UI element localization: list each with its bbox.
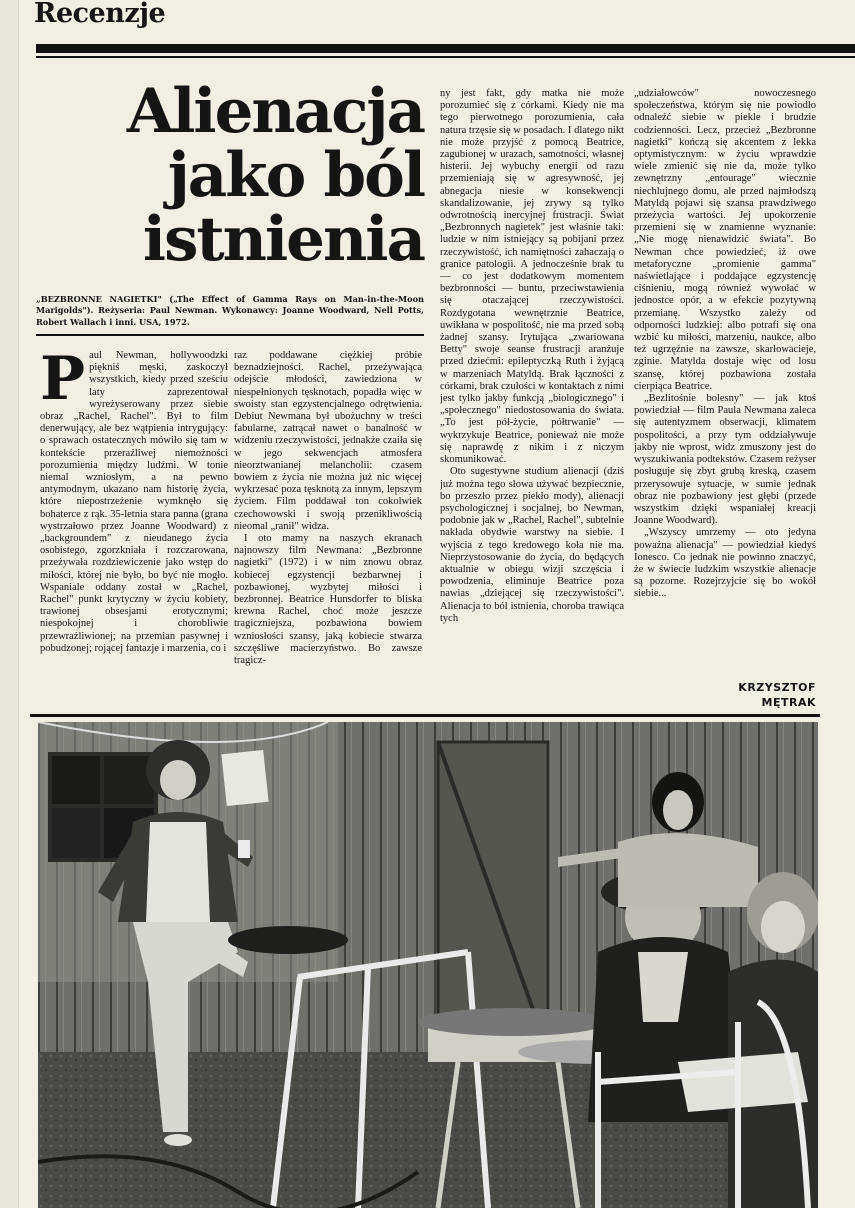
article-column-3 — [440, 88, 624, 708]
page-edge — [0, 0, 19, 1208]
hanging-cloth — [221, 750, 268, 806]
article-column-1 — [40, 350, 228, 706]
film-still-illustration — [38, 722, 818, 1208]
paragraph: „udziałowców" nowoczesnego społeczeństwa, którym się nie powiodło odnaleźć siebie w piekle i brudzie codzienności. Lecz, przecież „Bezbronne nagietki" kończą się akcentem z lekka optymistycznym: w życiu wprawdzie wiele zmienić się nie da, może tylko zewnętrzny „entourage" wiecznie niechlujnego domu, ale przed najmłodszą Matyldą pojawi się szansa prawdziwego przeżycia wartości. Jej upokorzenie przemieni się w znamienne wyznanie: „Nie mogę nienawidzić świata". Bo Newman chce powiedzieć, iż owe metaforyczne „promienie gamma" naświetlające i poddające egzystencję ciśnieniu, mogą również wywołać w jednostce opór, a w efekcie pozytywną przemianę. Wszystko zależy od odporności ludzkiej: albo potrafi się ona wzbić ku miłości, marzeniu, naukce, albo też ugrzęźnie na zawsze, skarłowacieje, zginie. Matylda dostaje więc od losu szansę, której pozbawiona została cierpiąca Beatrice. — [634, 88, 816, 392]
header-rule — [36, 44, 855, 53]
article-column-4 — [634, 88, 816, 673]
barn-door — [438, 742, 548, 1052]
photo-top-rule — [30, 714, 820, 717]
paragraph: raz poddawane ciężkiej próbie beznadziejności. Rachel, przeżywająca odejście młodości, zawiedziona w niespełnionych tęsknotach, popadła więc w swoisty stan egzystencjalnego odrętwienia. Debiut Newmana był ubożuchny w treści fabularne, zatrącał nawet o banalność w widzeniu rzeczywistości, jednakże czaiła się w jego sekwencjach atmosfera nieorztwanianej melancholii: czasem bowiem z życia nie można już nic więcej wykrzesać poza tęsknotą za innym, lepszym życiem. Film poddawał ton cokolwiek czechowowski i swoją przenikliwością nieomal „ranił" widza. — [234, 350, 422, 532]
header-rule-thin — [36, 56, 855, 58]
paragraph: I oto mamy na naszych ekranach najnowszy film Newmana: „Bezbronne nagietki" (1972) i w nim znowu obraz kobiecej egzystencji bezbarwnej i pozbawionej, wyzbytej miłości i bezbronnej. Beatrice Hunsdorfer to bliska krewna Rachel, choć może jeszcze tragiczniejsza, pozbawiona bowiem wzniosłości szansy, jaką kobiecie stwarza szczęśliwe macierzyństwo. Bo zawsze tragicz- — [234, 533, 422, 667]
section-label: Recenzje — [34, 0, 166, 29]
film-still-photo — [38, 722, 818, 1208]
author-first-name: KRZYSZTOF — [738, 681, 816, 694]
credits-rule — [36, 334, 424, 336]
paragraph: „Bezlitośnie bolesny" — jak ktoś powiedział — film Paula Newmana zaleca się autentyzmem obserwacji, klimatem pospolitości, a przy tym oddziaływuje jakby nie wprost, widz zmuszony jest do wyszukiwania podtekstów. Czasem reżyser posługuje się zbyt grubą kreską, czasem przerysowuje sytuacje, w sumie jednak obraz nie pozbawiony jest głębi (przede wszystkim dzięki wspaniałej kreacji Joanne Woodward). — [634, 393, 816, 527]
round-table — [228, 926, 348, 954]
article-headline: Alienacja jako ból istnienia — [126, 76, 424, 275]
author-last-name: MĘTRAK — [761, 696, 816, 709]
paragraph: aul Newman, hollywoodzki piękniś męski, zaskoczył wszystkich, kiedy przed sześciu laty zaprezentował wyreżyserowany przez siebie obraz „Rachel, Rachel". Był to film denerwujący, ale bez wątpienia intrygujący: o sprawach ostatecznych mówiło się tam w kontekście przeraźliwej niemożności porozumienia między ludźmi. W tonie niemal wzniosłym, a na pewno antymodnym, ukazano nam historię życia, które niepostrzeżenie wymknęło się bohaterce z rąk. 35-letnia stara panna (grana wystrzałowo przez Joanne Woodward) z „backgroundem" z nieudanego życia osobistego, zgorzkniała i rozczarowana, przeżywała rozdziewiczenie jako wstęp do miłości, której nie było, bo być nie mogło. Wspaniale oddany został w „Rachel, Rachel" punkt krytyczny w życiu kobiety, trawionej obsesjami erotycznymi; niespokojnej i chorobliwie przewrażliwionej; na przemian pasywnej i pobudzonej; rojącej fantazje i marzenia, co i — [40, 350, 228, 654]
article-column-2 — [234, 350, 422, 706]
drop-cap: P — [40, 350, 86, 414]
paragraph: Oto sugestywne studium alienacji (dziś już można tego słowa używać bezpiecznie, bo przeszło przez piekło mody), alienacji psychologicznej i socjalnej, bo Newman, podobnie jak w „Rachel, Rachel", subtelnie nakłada obydwie warstwy na siebie. I wyjścia z tego kredowego koła nie ma. Nieprzystosowanie do życia, do będących aktualnie w obiegu wizji szczęścia i powodzenia, eliminuje Beatrice poza nawias „dziejącej się rzeczywistości". Alienacja to ból istnienia, choroba trawiąca tych — [440, 466, 624, 624]
author-byline — [700, 680, 816, 710]
film-credits: „BEZBRONNE NAGIETKI" („The Effect of Gamma Rays on Man-in-the-Moon Marigolds"). Reżyseria: Paul Newman. Wykonawcy: Joanne Woodward, Nell Potts, Robert Wallach i inni. USA, 1972. — [36, 294, 424, 327]
drink-can — [238, 840, 250, 858]
paragraph: ny jest fakt, gdy matka nie może porozumieć się z córkami. Kiedy nie ma tego pierwotnego porozumienia, cała natura trzęsie się w posadach. I dlatego nikt nie może przyjść z pomocą Beatrice, zagubionej w urazach, samotności, własnej histerii. Jej wybuchy energii od razu przemieniają się w agresywność, jej abnegacja niesie w konsekwencji skandalizowanie, jej zrywy są tylko odwrotnością inercyjnej frustracji. Świat „Bezbronnych nagietek" jest właśnie taki: ludzie w nim istniejący są pobijani przez rzeczywistość, ich namiętności zahaczają o granice patologii. A jednocześnie brak tu — co jest dodatkowym momentem bezbronności — buntu, przeciwstawienia się otaczającej rzeczywistości. Rozdygotana wewnętrznie Beatrice, uwikłana w pospolitość, nie ma przed sobą żadnej szansy. Irytująca „zwariowana Betty" swoje seanse frustracji aranżuje przed dziećmi: epileptyczką Ruth i żyjącą w marzeniach Matyldą. Brak łączności z córkami, brak czułości w kontaktach z nimi jest tylko jakby funkcją „biologicznego" i „społecznego" niedostosowania do świata. „To jest pół-życie, półtrwanie" — wykrzykuje Beatrice, ponieważ nie może się naprawdę z nikim i z niczym skomunikować. — [440, 88, 624, 466]
paragraph: „Wszyscy umrzemy — oto jedyna poważna alienacja" — powiedział kiedyś Ionesco. Co jednak nie powinno znaczyć, że w świecie ludzkim wszystkie alienacje są pozorne. Rozejrzyjcie się bo wokół siebie... — [634, 527, 816, 600]
